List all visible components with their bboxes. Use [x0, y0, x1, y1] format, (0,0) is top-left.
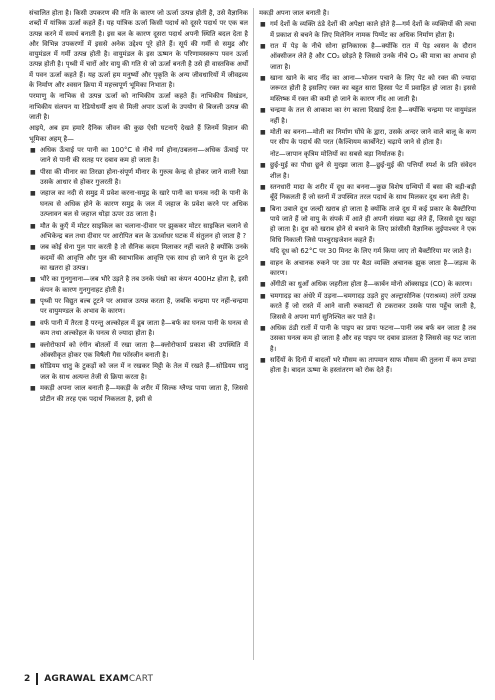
left-column	[29, 8, 248, 405]
list-item	[29, 221, 248, 242]
list-item-text: चमगादड़ का अंधेरे में उड़ना—चमगादड़ उड़ते हुए अल्ट्रासोनिक (पराश्रव्य) तरंगें उत्पन्न करते हैं जो रास्ते में आने वाली रुकावटों से टकराकर उसके पास पहुँच जाती है, जिससे वे अपना मार्ग सुनिश्चित कर पाते है।	[270, 291, 476, 321]
square-bullet-icon: ■	[260, 107, 266, 115]
square-bullet-icon: ■	[30, 341, 36, 349]
list-item-text: पृथ्वी पर विद्युत बल्ब टूटने पर आवाज उत्पन्न करता है, जबकि चन्द्रमा पर नहीं-चन्द्रमा पर वायुमण्डल के अभाव के कारण।	[40, 297, 248, 316]
list-item	[259, 279, 476, 289]
list-item-text: जहाज का नदी से समुद्र में प्रवेश करना-समुद्र के खारे पानी का घनत्व नदी के पानी के घनत्व से अधिक होने के कारण समुद्र के जल में जहाज के प्रवेश करने पर अधिक उत्प्लावन बल से जहाज थोड़ा ऊपर उठ जाता है।	[40, 189, 248, 219]
list-item-text: छुई-मुई का पौधा छूने से मुरझा जाता है—छुई-मुई की पत्तियाँ स्पर्श के प्रति संवेदन शील है।	[270, 161, 476, 180]
list-item-text: यदि दूध को 62°C पर 30 मिनट के लिए गर्म किया जाए तो बैक्टीरिया मर जाते है।	[270, 247, 472, 256]
square-bullet-icon: ■	[30, 190, 36, 198]
list-item	[29, 318, 248, 339]
list-item-text: खाना खाने के बाद नींद का आना—भोजन पचाने के लिए पेट को रक्त की ज्यादा जरूरत होती है इसलिए रक्त का बहुत सारा हिस्सा पेट में प्रवाहित हो जाता है। इससे मस्तिष्क में रक्त की कमी हो जाने के कारण नींद आ जाती है।	[270, 74, 476, 103]
square-bullet-icon: ■	[30, 276, 36, 284]
note-text: नोट—जापान कृत्रिम मोतियों का सबसे बड़ा निर्यातक है।	[270, 149, 404, 158]
square-bullet-icon: ■	[30, 385, 36, 393]
list-item-text: जब कोई सेना पुल पार करती है तो सैनिक कदम मिलाकर नहीं चलते है क्योंकि उनके कदमों की आवृत्ति और पुल की स्वाभाविक आवृत्ति एक साथ हो जाने से पुल के टूटने का खतरा हो उत्पन्न।	[40, 243, 248, 272]
list-item-text: बिना उबाले दूध जल्दी खराब हो जाता है क्योंकि ताजे दूध में कई प्रकार के बैक्टीरिया पाये जाते हैं जो वायु के संपर्क में आते ही अपनी संख्या बढ़ा लेते हैं, जिससे दूध खट्टा हो जाता है। दूध को खराब होने से बचाने के लिए फ्रांसीसी वैज्ञानिक लुईपाश्चर ने एक विधि निकाली जिसे पाश्चुराइजेशन कहते हैं।	[270, 204, 476, 244]
square-bullet-icon: ■	[260, 184, 266, 192]
column-divider	[253, 8, 254, 660]
list-item-text: अधिक ऊँचाई पर पानी का 100°C से नीचे गर्म होना/उबलना—अधिक ऊँचाई पर जाने से पानी की सतह पर दबाव कम हो जाता है।	[40, 145, 248, 165]
list-item	[259, 204, 476, 245]
list-item	[29, 188, 248, 219]
list-item-continuation	[259, 246, 476, 256]
list-item-text: भौरे का गुनगुनाना—जब भौरे उड़ते है तब उनके पंखो का कंपन 400Hz होता है, इसी कंपन के कारण गुनगुनाहट होती है।	[40, 275, 248, 294]
list-item	[29, 242, 248, 273]
daily-life-intro: आइये, अब हम हमारे दैनिक जीवन की कुछ ऐसी घटनाएँ देखते हैं जिनमें विज्ञान की भूमिका अहम् है—	[29, 124, 248, 143]
list-item	[259, 355, 476, 376]
list-item	[259, 160, 476, 181]
list-item-text: मोती का बनना—मोती का निर्माण घोंघे के द्वारा, उसके अन्दर जाने वाले बालू के कण पर सीप के पदार्थ की परत (कैल्शियम कार्बोनेट) चढ़ाये जाने से होता है।	[270, 128, 476, 147]
brand-exam: EXAM	[99, 674, 129, 684]
list-item	[259, 41, 476, 72]
list-item	[29, 274, 248, 295]
list-item	[259, 105, 476, 126]
square-bullet-icon: ■	[30, 146, 36, 154]
list-item-text: मौत के कुएँ में मोटर साइकिल का चलाना-दीवार पर झुककर मोटर साइकिल चलाने से अभिकेन्द्र बल तथा दीवार पर आरोपित बल के ऊर्ध्वाधर घटक में संतुलन हो जाता है ?	[40, 221, 248, 240]
list-item	[29, 296, 248, 317]
list-item	[259, 291, 476, 322]
square-bullet-icon: ■	[30, 222, 36, 230]
brand-prefix: AGRAWAL	[44, 674, 100, 684]
list-item	[259, 19, 476, 40]
right-bullet-list	[259, 19, 476, 375]
list-item-text: अधिक ठंडी रातों में पानी के पाइप का प्रायः फटना—पानी जब बर्फ बन जाता है तब उसका घनत्व कम हो जाता है और वह पाइप पर दबाव डालता है जिससे वह फट जाता है।	[270, 324, 476, 353]
list-item-text: सर्दियों के दिनों में बादलों भरे मौसम का तापमान साफ मौसम की तुलना में कम ठण्डा होता है। बादल ऊष्मा के हस्तांतरण को रोक देते हैं।	[270, 356, 476, 375]
list-item	[259, 73, 476, 104]
list-item-text: वर्फ पानी में तैरता है परन्तु अल्कोहल में डूब जाता है—बर्फ का घनत्व पानी के घनत्व से कम तथा अल्कोहल के घनत्व से ज्यादा होता है।	[40, 318, 248, 338]
list-item	[259, 258, 476, 279]
square-bullet-icon: ■	[260, 162, 266, 170]
square-bullet-icon: ■	[30, 319, 36, 327]
list-item	[259, 127, 476, 148]
right-column	[259, 8, 476, 377]
list-item	[259, 323, 476, 354]
page-number: 2	[24, 674, 31, 684]
square-bullet-icon: ■	[30, 298, 36, 306]
square-bullet-icon: ■	[260, 205, 266, 213]
page-footer	[24, 672, 153, 686]
note-item	[259, 149, 476, 159]
list-item-text: सोडियम धातु के टुकड़ों को जल में न रखकर मिट्टी के तेल में रखते हैं—सोडियम धातु जल के साथ अत्यन्त तेजी से क्रिया करता है।	[40, 362, 248, 381]
list-item-text: गर्म देशों के व्यक्ति ठंडे देशों की अपेक्षा काले होते है—गर्म देशों के व्यक्तियों की त्वचा में प्रकाश से बचने के लिए मिलेनिन नामक पिग्मेंट का अधिक निर्माण होता है।	[270, 20, 476, 39]
list-item-text: क्लोरोफार्म को रंगीन बोतलों में रखा जाता है—क्लोरोफार्म प्रकाश की उपस्थिति में ऑक्सीकृत होकर एक विषैली गैस फॉस्जीन बनाती है।	[40, 340, 248, 359]
list-item-text: वाहन के अचानक रुकने पर उस पर बैठा व्यक्ति अचानक झुक जाता है—जड़त्व के कारण।	[270, 258, 476, 277]
list-item	[29, 167, 248, 188]
square-bullet-icon: ■	[30, 244, 36, 252]
square-bullet-icon: ■	[260, 281, 266, 289]
list-item-text: चन्द्रमा के तल से आकाश का रंग काला दिखाई देता है—क्योंकि चन्द्रमा पर वायुमंडल नहीं है।	[270, 106, 476, 125]
square-bullet-icon: ■	[260, 43, 266, 51]
square-bullet-icon: ■	[30, 168, 36, 176]
left-intro-paragraph: संचालित होता है। किसी उपकरण की गति के कारण जो ऊर्जा उत्पन्न होती है, उसे वैज्ञानिक शब्दों में यांत्रिक ऊर्जा कहते हैं। यह यांत्रिक ऊर्जा किसी पदार्थ को दूसरे पदार्थ पर एक बल उत्पन्न करने में समर्थ बनाती है। इस बल के कारण दूसरा पदार्थ अपनी स्थिति बदल देता है और विभिन्न उपकरणों में इससे अनेक उद्देश्य पूरे होते हैं। सूर्य की गर्मी से समुद्र और वायुमंडल में गर्मी उत्पन्न होती है। वायुमंडल के इस ऊष्मन के परिणामस्वरूप पवन ऊर्जा उत्पन्न होती है। पृथ्वी में चारों ओर वायु की गति से जो ऊर्जा बनती है उसे ही वास्तविक अर्थों में पवन ऊर्जा कहते हैं। यह ऊर्जा हम मनुष्यों और पृकृति के अन्य जीवधारियों में जीवद्रव्य के निर्माण और श्वसन क्रिया में महत्त्वपूर्ण भूमिका निभाता है।	[29, 9, 248, 90]
square-bullet-icon: ■	[30, 363, 36, 371]
square-bullet-icon: ■	[260, 75, 266, 83]
right-intro-paragraph: मकड़ी अपना जाल बनाती है।	[259, 9, 330, 17]
square-bullet-icon: ■	[260, 259, 266, 267]
brand-logo	[44, 674, 153, 684]
list-item	[29, 361, 248, 382]
footer-separator	[36, 673, 38, 685]
list-item	[29, 340, 248, 361]
list-item	[29, 145, 248, 166]
square-bullet-icon: ■	[260, 325, 266, 333]
left-bullet-list	[29, 145, 248, 404]
list-item-text: मकड़ी अपना जाल बनाती है—मकड़ी के शरीर में सिल्क ग्लैण्ड पाया जाता है, जिससे प्रोटीन की तरह एक पदार्थ निकलता है, इसी से	[40, 384, 248, 403]
square-bullet-icon: ■	[260, 129, 266, 137]
square-bullet-icon: ■	[260, 292, 266, 300]
list-item-text: रात में पेड़ के नीचे सोना हानिकारक है—क्योंकि रात में पेड़ श्वसन के दौरान ऑक्सीजन लेते है और CO₂ छोड़ते है जिससे उनके नीचे O₂ की मात्रा का अभाव हो जाता है।	[270, 42, 476, 71]
list-item-text: स्तनधारी मादा के शरीर में दूध का बनना—कुछ विशेष ग्रन्थियों में बसा की बड़ी-बड़ी बूँदें निकलती हैं जो स्तनों में उपस्थित तरल पदार्थ के साथ मिलकर दूध बना लेती है।	[270, 183, 476, 202]
brand-cart: CART	[128, 674, 154, 684]
list-item	[29, 383, 248, 404]
square-bullet-icon: ■	[260, 357, 266, 365]
list-item	[259, 182, 476, 203]
list-item-text: पीसा की मीनार का तिरछा होना-संपूर्ण मीनार के गुरुत्व केन्द्र से होकर जाने वाली रेखा उसके आधार से होकर गुजरती है।	[40, 167, 248, 186]
list-item-text: अँगीठी का धुआँ अधिक जहरीला होता है—कार्बन मोनो ऑक्साइड (CO) के कारण।	[270, 280, 473, 289]
nuclear-energy-paragraph: परमाणु के नाभिक से उत्पन्न ऊर्जा को नाभिकीय ऊर्जा कहते हैं। नाभिकीय विखंडन, नाभिकीय संलयन या रेडियोधर्मी क्षय से मिली अपार ऊर्जा के उपयोग से बिजली उत्पन्न की जाती है।	[29, 92, 248, 121]
square-bullet-icon: ■	[260, 21, 266, 29]
